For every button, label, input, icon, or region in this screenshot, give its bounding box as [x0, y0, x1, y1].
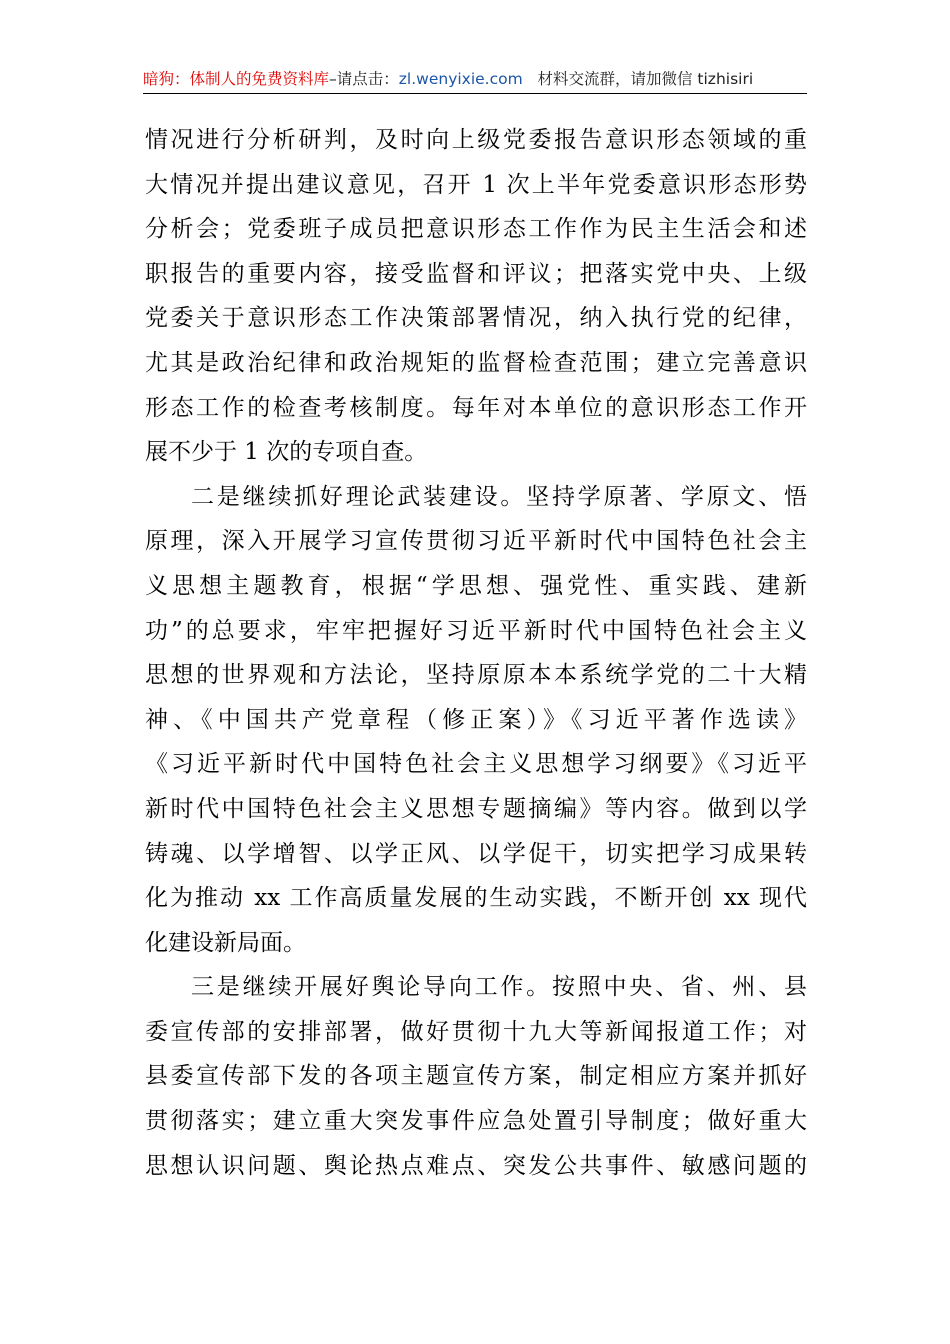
paragraph-3: [145, 965, 807, 1188]
text-line: 化为推动 xx 工作高质量发展的生动实践，不断开创 xx 现代: [145, 885, 807, 912]
text-line: 新时代中国特色社会主义思想专题摘编》等内容。做到以学: [145, 795, 807, 822]
header-brand: 暗狗：体制人的免费资料库: [143, 70, 330, 88]
text-line: 情况进行分析研判，及时向上级党委报告意识形态领域的重: [145, 127, 807, 153]
text-line: 尤其是政治纪律和政治规矩的监督检查范围；建立完善意识: [145, 349, 807, 376]
text-line: 形态工作的检查考核制度。每年对本单位的意识形态工作开: [145, 394, 807, 421]
text-line: 大情况并提出建议意见，召开 1 次上半年党委意识形态形势: [145, 171, 807, 198]
text-line: 职报告的重要内容，接受监督和评议；把落实党中央、上级: [145, 260, 807, 287]
header-contact: 材料交流群，请加微信 tizhisiri: [537, 70, 754, 88]
text-line: 委宣传部的安排部署，做好贯彻十九大等新闻报道工作；对: [145, 1018, 807, 1045]
text-line: 神、《中国共产党章程（修正案）》《习近平著作选读》: [145, 706, 807, 733]
text-line: 功”的总要求，牢牢把握好习近平新时代中国特色社会主义: [145, 617, 807, 644]
text-line: 二是继续抓好理论武装建设。坚持学原著、学原文、悟: [191, 483, 807, 510]
text-line: 贯彻落实；建立重大突发事件应急处置引导制度；做好重大: [145, 1108, 807, 1135]
text-line: 思想的世界观和方法论，坚持原原本本系统学党的二十大精: [145, 662, 807, 689]
text-line: 思想认识问题、舆论热点难点、突发公共事件、敏感问题的: [145, 1152, 807, 1179]
document-body: [145, 118, 807, 1188]
text-line: 《习近平新时代中国特色社会主义思想学习纲要》《习近平: [145, 751, 807, 778]
text-line: 展不少于 1 次的专项自查。: [145, 439, 428, 466]
text-line: 义思想主题教育，根据“学思想、强党性、重实践、建新: [145, 572, 807, 599]
paragraph-2: [145, 475, 807, 966]
text-line: 三是继续开展好舆论导向工作。按照中央、省、州、县: [191, 974, 807, 1001]
text-line: 铸魂、以学增智、以学正风、以学促干，切实把学习成果转: [145, 840, 807, 867]
header-link-prefix: –请点击：: [329, 70, 399, 88]
text-line: 原理，深入开展学习宣传贯彻习近平新时代中国特色社会主: [145, 528, 807, 555]
text-line: 县委宣传部下发的各项主题宣传方案，制定相应方案并抓好: [145, 1063, 807, 1090]
page-header: [143, 66, 807, 94]
text-line: 化建设新局面。: [145, 929, 306, 956]
header-link[interactable]: zl.wenyixie.com: [398, 70, 523, 88]
paragraph-1: [145, 118, 807, 475]
text-line: 党委关于意识形态工作决策部署情况，纳入执行党的纪律，: [145, 305, 807, 332]
text-line: 分析会；党委班子成员把意识形态工作作为民主生活会和述: [145, 216, 807, 243]
